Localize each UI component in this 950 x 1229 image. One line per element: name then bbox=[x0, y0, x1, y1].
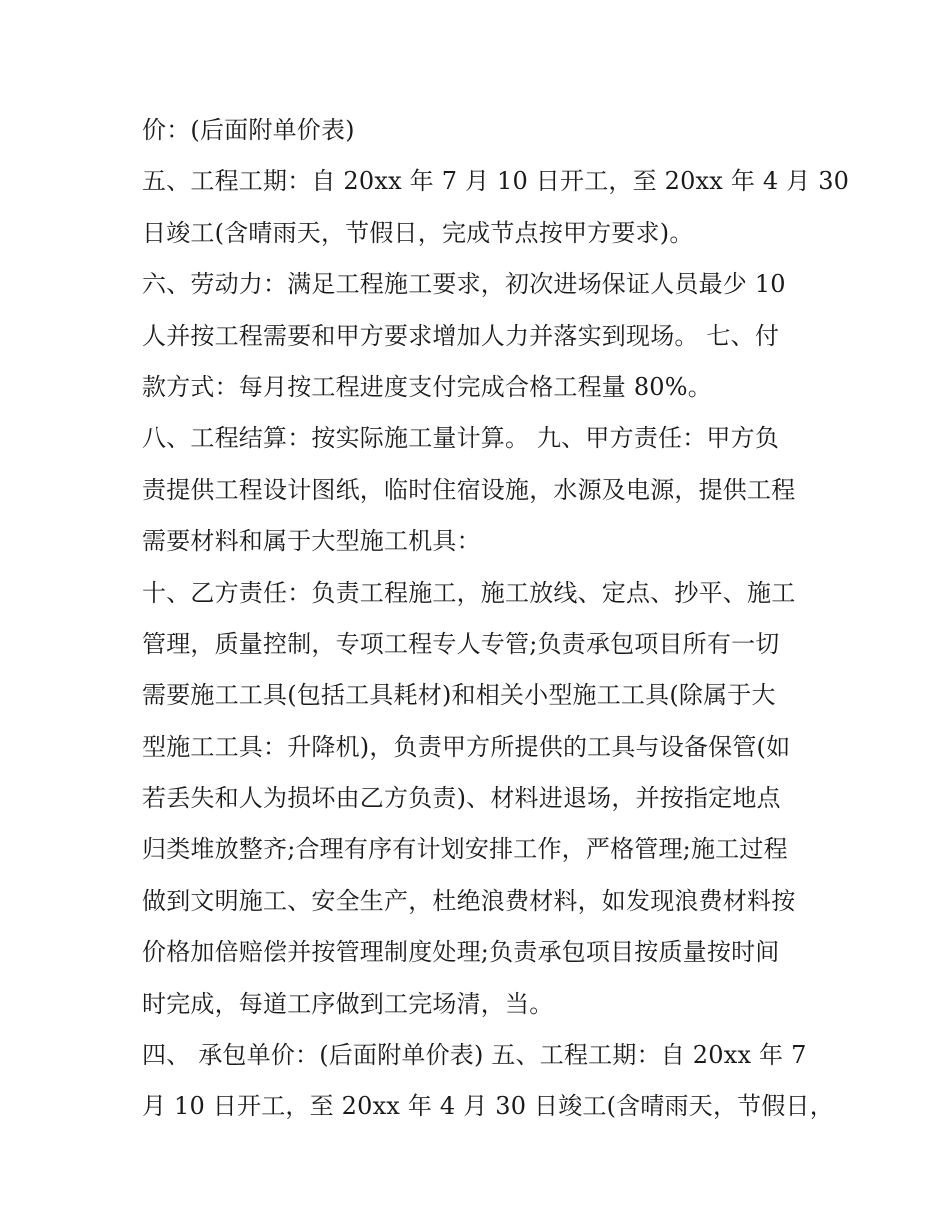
text-line: 需要施工工具(包括工具耗材)和相关小型施工工具(除属于大 bbox=[142, 681, 776, 710]
text-line: 若丢失和人为损坏由乙方负责)、材料进退场，并按指定地点 bbox=[142, 784, 781, 813]
text-line: 月 10 日开工，至 20xx 年 4 月 30 日竣工(含晴雨天，节假日， bbox=[142, 1092, 834, 1121]
contract-text-body bbox=[142, 105, 850, 1133]
text-line: 价：(后面附单价表) bbox=[142, 116, 355, 144]
text-line: 款方式：每月按工程进度支付完成合格工程量 80%。 bbox=[142, 372, 712, 401]
text-line: 责提供工程设计图纸，临时住宿设施，水源及电源，提供工程 bbox=[142, 475, 796, 504]
text-line: 型施工工具：升降机)，负责甲方所提供的工具与设备保管(如 bbox=[142, 732, 791, 761]
text-line: 管理，质量控制，专项工程专人专管;负责承包项目所有一切 bbox=[142, 629, 780, 658]
text-line: 价格加倍赔偿并按管理制度处理;负责承包项目按质量按时间 bbox=[142, 938, 780, 967]
text-line: 五、工程工期：自 20xx 年 7 月 10 日开工，至 20xx 年 4 月 30 bbox=[142, 167, 850, 196]
text-line: 做到文明施工、安全生产，杜绝浪费材料，如发现浪费材料按 bbox=[142, 886, 796, 915]
text-line: 六、劳动力：满足工程施工要求，初次进场保证人员最少 10 bbox=[142, 270, 786, 299]
text-line: 四、 承包单价：(后面附单价表) 五、工程工期：自 20xx 年 7 bbox=[142, 1041, 807, 1070]
text-line: 需要材料和属于大型施工机具： bbox=[142, 527, 481, 556]
text-line: 时完成，每道工序做到工完场清，当。 bbox=[142, 989, 554, 1018]
text-line: 八、工程结算：按实际施工量计算。 九、甲方责任：甲方负 bbox=[142, 424, 780, 453]
text-line: 归类堆放整齐;合理有序有计划安排工作，严格管理;施工过程 bbox=[142, 835, 788, 864]
text-line: 日竣工(含晴雨天，节假日，完成节点按甲方要求)。 bbox=[142, 218, 694, 247]
text-line: 人并按工程需要和甲方要求增加人力并落实到现场。 七、付 bbox=[142, 321, 780, 350]
text-line: 十、乙方责任：负责工程施工，施工放线、定点、抄平、施工 bbox=[142, 578, 796, 607]
